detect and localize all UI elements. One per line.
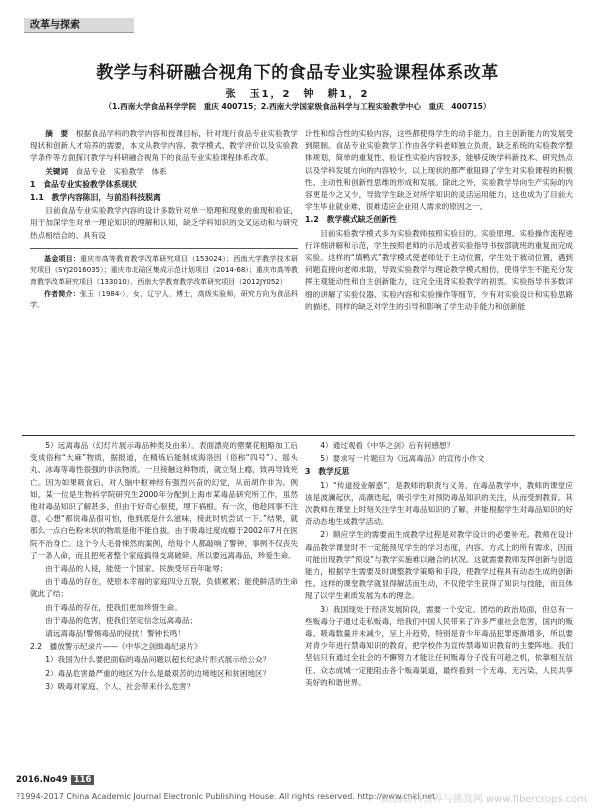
fund-text: 重庆市高等教育教学改革研究项目（153024）；西南大学教学技术研究项目（SYJ2016035）；重庆市北碚区集成示范计划项目（2014-68）；重庆市高等教育教学改革研究项目（133010）、西南大学教育教学改革研究项目（2012JY052） <box>30 254 298 286</box>
verse-line-2: 由于毒品的存在，使原本幸福的家庭四分五裂，负债累累；能使鲜活的生命就此了结； <box>30 577 298 599</box>
question-1: 1）我国为什么要把面临的毒品问题以超长纪录片形式展示给公众？ <box>45 655 271 665</box>
watermark: 食品/饮料营养与挑战网 www.fibercrops.com <box>379 794 587 805</box>
section-2-2-heading: 2.2 播放警示纪录片——《中华之剑缉毒纪录片》 <box>30 642 202 652</box>
fund-label: 基金项目： <box>44 254 81 263</box>
author-affiliation: （1.西南大学食品科学学院 重庆 400715；2.西南大学国家级食品科学与工程实验教学中心 重庆 400715） <box>104 102 491 111</box>
keywords <box>30 166 298 178</box>
question-2: 2）毒品危害最严重的地区为什么是最艰苦的边境地区和贫困地区？ <box>45 668 271 678</box>
author-intro-label: 作者简介： <box>44 290 80 299</box>
section-tag: 改革与探索 <box>24 18 134 33</box>
section-1-1-heading: 1.1 教学内容陈旧，与前沿科技脱离 <box>30 193 161 203</box>
author-intro <box>30 289 298 312</box>
section-1-heading: 1 食品专业实验教学体系现状 <box>30 179 137 189</box>
section-3-heading: 3 教学反思 <box>305 467 350 477</box>
upper-right-column <box>305 128 573 314</box>
verse-line-1: 由于毒品的人侵，能使一个国家、民族受尽百年耻辱； <box>45 564 228 574</box>
verse-line-5: 请远离毒品!警惕毒品的侵扰！警钟长鸣！ <box>45 629 185 639</box>
copyright-line: ?1994-2017 China Academic Journal Electronic Publishing House. All rights reserved. http://www.cnki.net <box>16 792 436 801</box>
article-divider <box>22 435 575 436</box>
reflection-3: 3）我国现处于经济发展阶段，需要一个安定、团结的政治局面，但总有一些贩毒分子通过走私贩毒，给我们中国人民带来了许多严重社会危害，国内的贩毒、吸毒数量并未减少，呈上升趋势，特别是青少年毒品犯罪逐渐增多，所以要对青少年进行禁毒知识的教育，把学校作为宣传禁毒知识教育的主要阵地。我们坚信只有通过全社会的不懈努力才能让任何贩毒分子没有可趁之机，依靠相互信任、众志成城一定能阻击各个贩毒渠道，最终看到一个无毒、无污染、人民共享美好的和谐世界。 <box>305 604 573 687</box>
question-5: 5）要求写一片题目为《远离毒品》的宣传小作文 <box>320 454 485 464</box>
reflection-1: 1）“传道授业解惑”，是教师的职责与义务，在毒品教学中，教师的课堂应该是波澜起伏，高潮迭起，吸引学生对预防毒品知识的关注，从而受到教育。其次教师在课堂上时刻关注学生对毒品知识的了解，并能根据学生对毒品知识的好奇动态地生成教学活动。 <box>305 480 573 527</box>
lower-right-column <box>305 440 573 690</box>
author-intro-text: 张玉（1984-），女，辽宁人，博士，高级实验师，研究方向为食品科学。 <box>30 290 299 310</box>
lower-left-column <box>30 440 298 694</box>
question-3: 3）吸毒对家庭、个人、社会带来什么危害？ <box>45 681 195 691</box>
section-1-2-heading: 1.2 教学模式缺乏创新性 <box>305 215 397 225</box>
question-4: 4）通过观看《中华之剑》后有何感想？ <box>320 441 455 450</box>
abstract <box>30 128 298 165</box>
upper-left-column <box>30 128 298 313</box>
keywords-text: 食品专业 实验教学 体系 <box>75 166 167 176</box>
paragraph-continued: 计性和综合性的实验内容，这些都使得学生的动手能力，自主创新能力的发展受到限制。食品专业实验教学工作由各学科老师独立负责，缺乏系统的实验教学整体规划，简单的重复性、验证性实验内容较多，能够反映学科新技术、研究热点以及学科发展方向的内容较少，以上现状的都严重阻碍了学生对实验课程的积极性、主动性和创新性思维的形成和发展。除此之外，实验教学导向生产实际的内容更是少之又少，导致学生缺乏对所学知识的灵活运用能力，这也成为了目前大学生毕业就业难，很难适应企业用人需求的原因之一。 <box>305 129 573 212</box>
abstract-label: 摘 要 <box>45 129 69 138</box>
paragraph-1-2: 目前实验教学模式多为实验教师按照实验目的、实验原理、实验操作流程进行详细讲解和示范，学生按照老师的示范或者实验指导书按部就班的重复而完成实验。这样的“填鸭式”教学模式使老师处于主动位置，学生处于被动位置，遇到问题直接向老师求助，导致实验教学与理论教学模式相仿，使得学生不能充分发挥主观能动性和自主创新能力，这完全违背实验教学的初衷。实验指导书多数详细的讲解了实验仪器、实验内容和实验操作等细节，少有对实验设计和实验思路的描述，同样的缺乏对学生的引导和影响了学生动手能力和创新能 <box>305 228 573 311</box>
abstract-text: 根据食品学科的教学内容和授课目标，针对现行食品专业实验教学现状和创新人才培养的需要，本文从教学内容、教学模式、教学评价以及实验教学条件等方面探讨教学与科研融合视角下的食品专业实验课程体系改革。 <box>30 129 299 163</box>
verse-line-3: 由于毒品的存在，使我们更加珍惜生命。 <box>45 602 182 612</box>
article-title: 教学与科研融合视角下的食品专业实验课程体系改革 <box>96 63 499 83</box>
keywords-label: 关键词 <box>45 166 68 176</box>
issue-footer <box>16 775 94 785</box>
reflection-2: 2）顺应学生的需要而生成教学过程是对教学设计的必要补充。教师在设计毒品教学课堂时不一定能预见学生的学习态度，内容、方式上的所有需求，因而可能出现教学“预设”与教学实施难以融合的状况。这就需要教师发挥创新与创造能力，根据学生需要及时调整教学策略和手段，使教学过程具有动态生成的创新性。这样的课堂教学就显得解活而生动，不仅使学生获得了知识与技能，而且体现了以学生素质发展为本的理念。 <box>305 530 573 601</box>
paragraph-1-1: 目前食品专业实验教学内容的设计多数针对单一原理和现象的重现和验证，用于加深学生对单一理论知识的理解和认知，缺乏学科知识的交叉运动和与研究热点相结合的、具有设 <box>30 206 298 240</box>
verse-line-4: 由于毒品的危害，使我们坚定信念远离毒品； <box>45 615 198 625</box>
article-authors: 张 玉1，2 钟 耕1，2 <box>225 89 370 100</box>
issue-number: 2016.No49 <box>16 775 68 785</box>
fund-note <box>30 254 298 288</box>
footnote-divider <box>30 248 298 249</box>
page-number: 116 <box>71 775 95 785</box>
paragraph-drugs: 5）远离毒品（幻灯片展示毒品种类及由来）。表面漂亮的罂粟花粗略加工后变成俗称“大麻”物质，据报道，在精炼后能制成海洛因（俗称“四号”）、摇头丸、冰毒等毒性很强的非法物质。一旦接触这种物质，就立刻上瘾，致再导致死亡。因为如果吸食后，对人脑中枢神经有强烈兴奋的幻觉，从而胡作非为。例如，某一位是生物科学院研究生2000年分配到上海市某毒品研究所工作，虽然他对毒品知识了解甚多，但由于好奇心驱使，埋下祸根。有一次，他趁同事不注意，心想“都说毒品很可怕，他到底是什么滋味，接此时机尝试一下。”结果，就那么一点白色粉末状的物质是他不能自拔。由于吸毒过度成瘾于2002年7月在医院不治身亡。这个今人毛骨悚然的案例，给每个人都敲响了警钟，事例不仅丧失了一条人命，而且把死者整个家庭搞得支离破碎。所以要远离毒品，珍爱生命。 <box>30 441 298 560</box>
